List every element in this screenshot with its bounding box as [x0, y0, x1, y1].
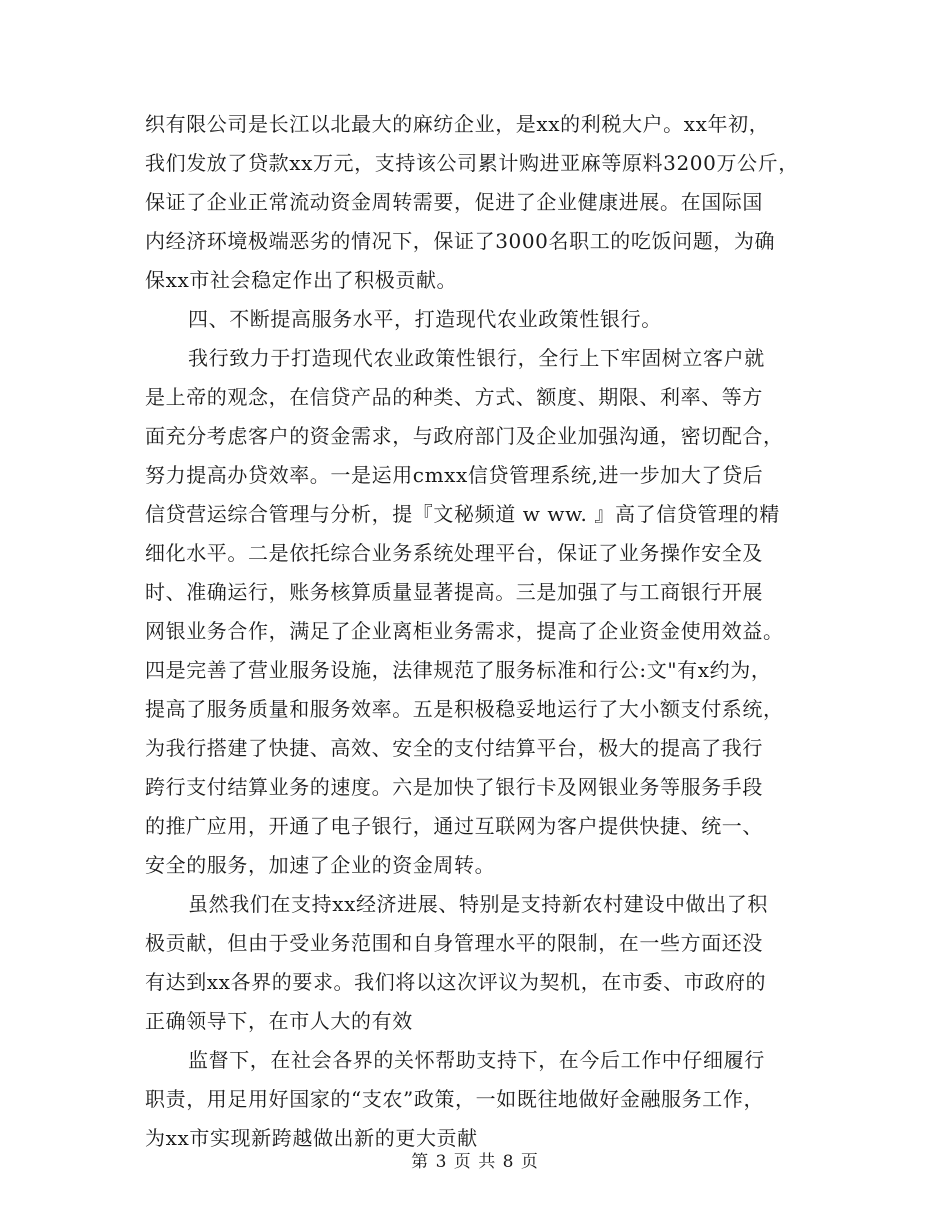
text-line: 时、准确运行，账务核算质量显著提高。三是加强了与工商银行开展 — [145, 580, 763, 604]
text-line: 是上帝的观念，在信贷产品的种类、方式、额度、期限、利率、等方 — [145, 385, 763, 409]
text-line: 努力提高办贷效率。一是运用cmxx信贷管理系统,进一步加大了贷后 — [145, 463, 764, 487]
page-number: 第 3 页 共 8 页 — [411, 1152, 539, 1172]
text-line: 为我行搭建了快捷、高效、安全的支付结算平台，极大的提高了我行 — [145, 736, 763, 760]
text-line: 保xx市社会稳定作出了积极贡献。 — [145, 268, 458, 292]
text-line: 极贡献，但由于受业务范围和自身管理水平的限制，在一些方面还没 — [145, 931, 763, 955]
section-heading: 四、不断提高服务水平，打造现代农业政策性银行。 — [188, 307, 662, 331]
text-line: 安全的服务，加速了企业的资金周转。 — [145, 853, 496, 877]
text-line: 跨行支付结算业务的速度。六是加快了银行卡及网银业务等服务手段 — [145, 775, 763, 799]
text-line: 监督下，在社会各界的关怀帮助支持下，在今后工作中仔细履行 — [188, 1048, 765, 1072]
text-line: 的推广应用，开通了电子银行，通过互联网为客户提供快捷、统一、 — [145, 814, 763, 838]
text-line: 四是完善了营业服务设施，法律规范了服务标准和行公:文"有x约为， — [145, 658, 772, 682]
text-line: 正确领导下，在市人大的有效 — [145, 1009, 413, 1033]
text-line: 保证了企业正常流动资金周转需要，促进了企业健康进展。在国际国 — [145, 190, 763, 214]
text-line: 我行致力于打造现代农业政策性银行，全行上下牢固树立客户就 — [188, 346, 765, 370]
text-line: 为xx市实现新跨越做出新的更大贡献 — [145, 1126, 478, 1150]
text-line: 内经济环境极端恶劣的情况下，保证了3000名职工的吃饭问题，为确 — [145, 229, 776, 253]
text-line: 面充分考虑客户的资金需求，与政府部门及企业加强沟通，密切配合， — [145, 424, 784, 448]
text-line: 网银业务合作，满足了企业离柜业务需求，提高了企业资金使用效益。 — [145, 619, 784, 643]
text-line: 细化水平。二是依托综合业务系统处理平台，保证了业务操作安全及 — [145, 541, 763, 565]
text-line: 我们发放了贷款xx万元，支持该公司累计购进亚麻等原料3200万公斤， — [145, 151, 799, 175]
text-line: 有达到xx各界的要求。我们将以这次评议为契机，在市委、市政府的 — [145, 970, 767, 994]
text-line: 织有限公司是长江以北最大的麻纺企业，是xx的利税大户。xx年初， — [145, 112, 770, 136]
text-line: 信贷营运综合管理与分析，提『文秘频道 w ww. 』高了信贷管理的精 — [145, 502, 780, 526]
text-line: 提高了服务质量和服务效率。五是积极稳妥地运行了大小额支付系统， — [145, 697, 784, 721]
text-line: 虽然我们在支持xx经济进展、特别是支持新农村建设中做出了积 — [188, 892, 768, 916]
text-line: 职责，用足用好国家的“支农”政策，一如既往地做好金融服务工作， — [145, 1087, 765, 1111]
